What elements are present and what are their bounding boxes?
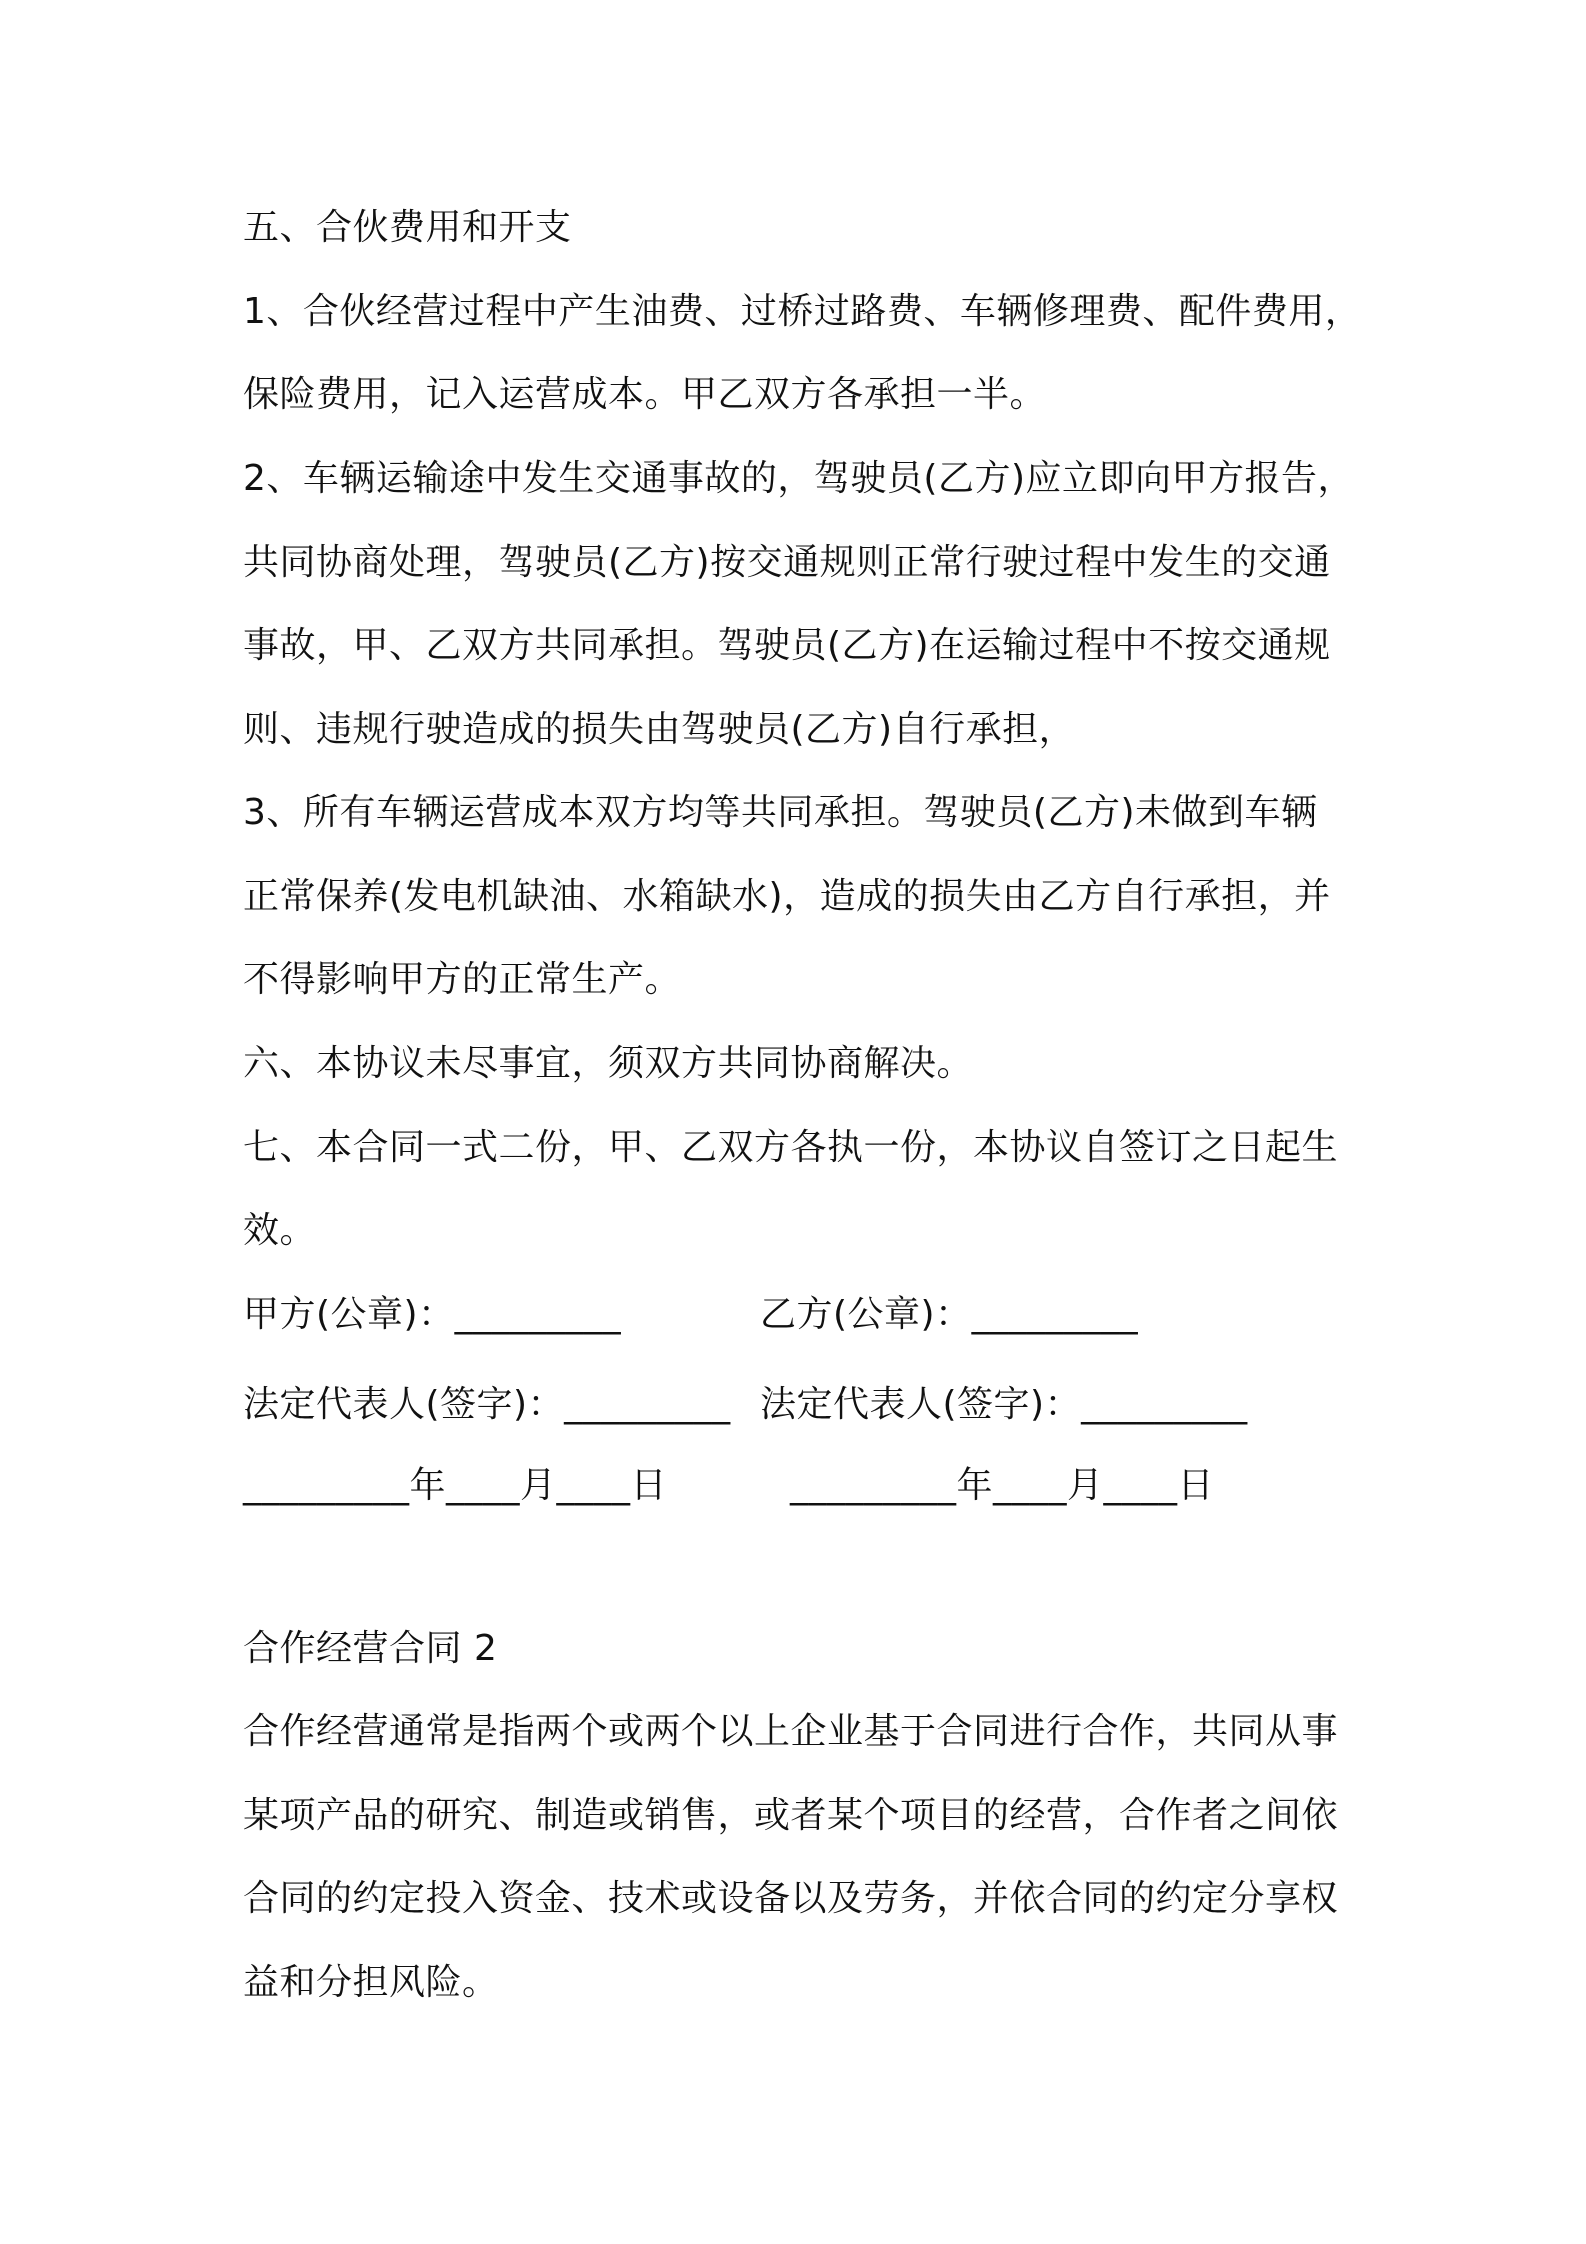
paragraph-line: 合同的约定投入资金、技术或设备以及劳务，并依合同的约定分享权: [243, 1878, 1339, 1919]
paragraph-line: 七、本合同一式二份，甲、乙双方各执一份，本协议自签订之日起生: [243, 1127, 1339, 1168]
paragraph-line: 保险费用，记入运营成本。甲乙双方各承担一半。: [243, 374, 1047, 415]
paragraph-line: 2、车辆运输途中发生交通事故的，驾驶员(乙方)应立即向甲方报告，: [243, 458, 1354, 499]
paragraph-line: 3、所有车辆运营成本双方均等共同承担。驾驶员(乙方)未做到车辆: [243, 792, 1318, 833]
party-a-date-field: _________年____月____日: [243, 1465, 667, 1506]
party-a-seal-field: 甲方(公章)：_________: [243, 1294, 622, 1335]
paragraph-line: 则、违规行驶造成的损失由驾驶员(乙方)自行承担，: [243, 709, 1076, 750]
party-a-rep-field: 法定代表人(签字)：_________: [243, 1384, 731, 1425]
section-heading: 五、合伙费用和开支: [243, 207, 572, 248]
party-b-seal-field: 乙方(公章)：_________: [760, 1294, 1139, 1335]
paragraph-line: 某项产品的研究、制造或销售，或者某个项目的经营，合作者之间依: [243, 1795, 1339, 1836]
paragraph-line: 共同协商处理，驾驶员(乙方)按交通规则正常行驶过程中发生的交通: [243, 542, 1331, 583]
paragraph-line: 益和分担风险。: [243, 1962, 499, 2003]
paragraph-line: 不得影响甲方的正常生产。: [243, 959, 682, 1000]
paragraph-line: 合作经营通常是指两个或两个以上企业基于合同进行合作，共同从事: [243, 1711, 1339, 1752]
contract-title: 合作经营合同 2: [243, 1628, 498, 1669]
party-b-date-field: _________年____月____日: [790, 1465, 1214, 1506]
paragraph-line: 正常保养(发电机缺油、水箱缺水)，造成的损失由乙方自行承担，并: [243, 876, 1331, 917]
party-b-rep-field: 法定代表人(签字)：_________: [760, 1384, 1248, 1425]
paragraph-line: 1、合伙经营过程中产生油费、过桥过路费、车辆修理费、配件费用，: [243, 291, 1362, 332]
paragraph-line: 效。: [243, 1210, 317, 1251]
paragraph-line: 事故，甲、乙双方共同承担。驾驶员(乙方)在运输过程中不按交通规: [243, 625, 1331, 666]
paragraph-line: 六、本协议未尽事宜，须双方共同协商解决。: [243, 1043, 974, 1084]
